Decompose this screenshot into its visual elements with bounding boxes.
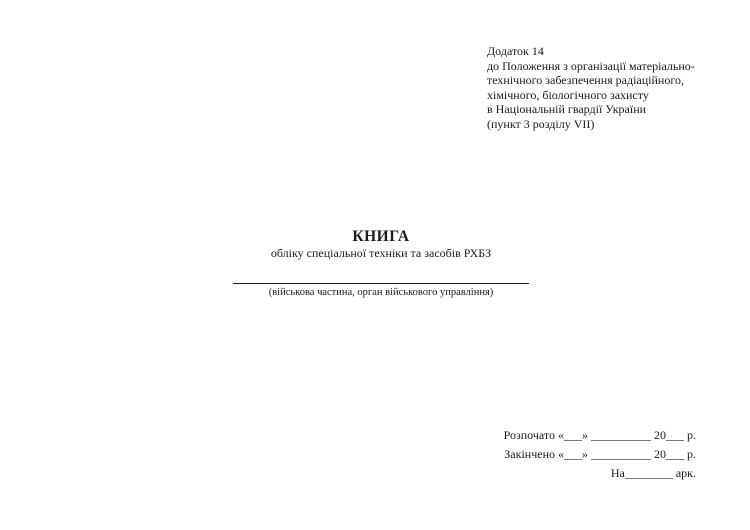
appendix-line: Додаток 14	[487, 44, 544, 58]
appendix-line: технічного забезпечення радіаційного,	[487, 73, 684, 87]
book-subtitle: обліку спеціальної техніки та засобів РХБЗ	[270, 246, 492, 260]
unit-fill-line	[233, 283, 529, 284]
book-title: КНИГА	[352, 228, 410, 245]
dates-block	[504, 426, 696, 483]
unit-caption: (військова частина, орган військового управління)	[268, 287, 494, 298]
started-date-line: Розпочато «___» __________ 20___ р.	[503, 428, 696, 442]
sheets-count-line: На________ арк.	[610, 466, 696, 480]
appendix-line: хімічного, біологічного захисту	[487, 87, 649, 102]
appendix-line: (пункт 3 розділу VII)	[487, 116, 595, 131]
appendix-line: до Положення з організації матеріально-	[487, 58, 695, 73]
appendix-line: в Національній гвардії України	[487, 102, 647, 116]
appendix-note	[487, 44, 727, 131]
finished-date-line: Закінчено «___» __________ 20___ р.	[504, 447, 696, 461]
